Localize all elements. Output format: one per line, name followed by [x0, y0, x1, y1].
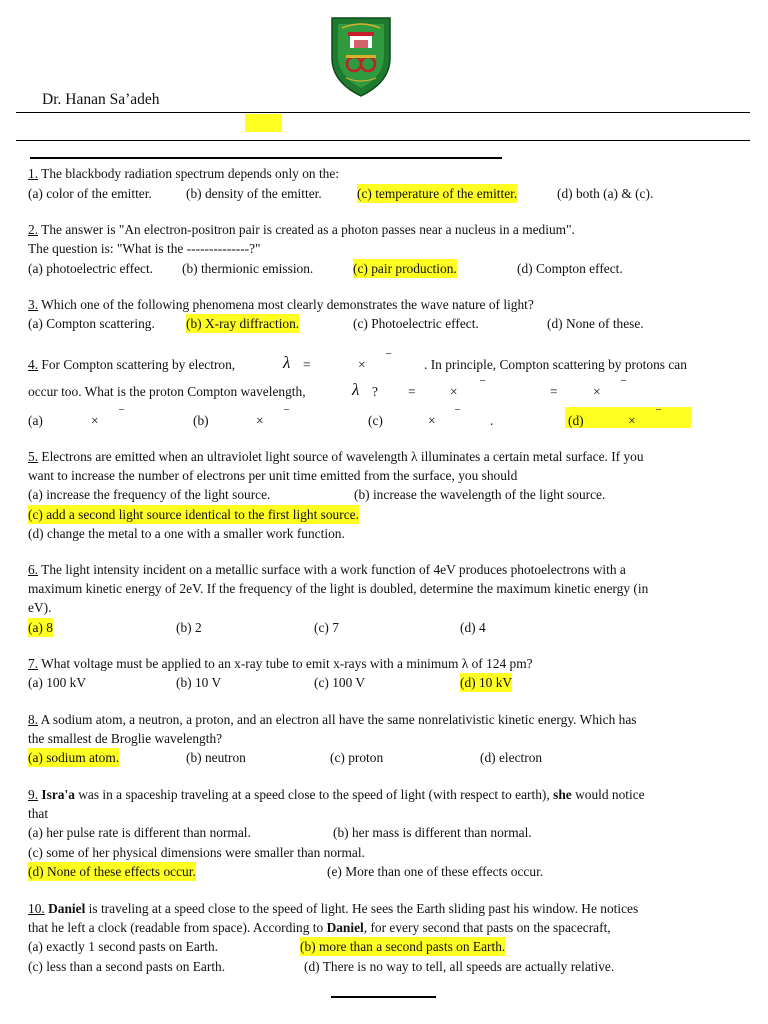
- option: (c) some of her physical dimensions were smaller than normal.: [28, 845, 365, 860]
- option: (d) None of these.: [547, 316, 644, 331]
- option: (a) exactly 1 second pasts on Earth.: [28, 939, 219, 954]
- question-number: 7.: [28, 656, 39, 671]
- option: (b) thermionic emission.: [182, 261, 314, 276]
- question-10-stem: 10. Daniel is traveling at a speed close to the speed of light. He sees the Earth sliding past his window. He notices: [28, 901, 639, 916]
- exponent-sign: ⁻: [283, 404, 291, 419]
- times-sign: ×: [628, 413, 636, 428]
- option-correct-answer: (d) None of these effects occur.: [28, 864, 196, 879]
- exponent-sign: ⁻: [385, 348, 393, 363]
- question-number: 9.: [28, 787, 39, 802]
- question-number: 8.: [28, 712, 39, 727]
- question-number: 2.: [28, 222, 39, 237]
- option: (a): [28, 413, 43, 428]
- option: (b) density of the emitter.: [186, 186, 322, 201]
- equals-sign: =: [550, 384, 558, 399]
- option: (d): [568, 413, 584, 428]
- option: (d) electron: [480, 750, 543, 765]
- footer-rule: [331, 996, 436, 998]
- exponent-sign: ⁻: [118, 404, 126, 419]
- option: (c) 7: [314, 620, 339, 635]
- question-number: 3.: [28, 297, 39, 312]
- question-number: 5.: [28, 449, 39, 464]
- exponent-sign: ⁻: [479, 375, 487, 390]
- option: (c) 100 V: [314, 675, 366, 690]
- times-sign: ×: [91, 413, 99, 428]
- option: (c) proton: [330, 750, 384, 765]
- question-number: 1.: [28, 166, 39, 181]
- option: (b) 10 V: [176, 675, 222, 690]
- exponent-sign: ⁻: [454, 404, 462, 419]
- question-1-stem: 1. The blackbody radiation spectrum depends only on the:: [28, 166, 340, 181]
- option: (c): [368, 413, 383, 428]
- option: (a) Compton scattering.: [28, 316, 155, 331]
- option: (b) neutron: [186, 750, 246, 765]
- question-6-stem-line: maximum kinetic energy of 2eV. If the frequency of the light is doubled, determine the maximum kinetic energy (in: [28, 581, 649, 596]
- option: (b) 2: [176, 620, 202, 635]
- option: (c) less than a second pasts on Earth.: [28, 959, 226, 974]
- option: (a) color of the emitter.: [28, 186, 152, 201]
- times-sign: ×: [450, 384, 458, 399]
- option-correct-answer: (c) add a second light source identical to the first light source.: [28, 507, 359, 522]
- question-8-stem-line: the smallest de Broglie wavelength?: [28, 731, 223, 746]
- question-7-stem: 7. What voltage must be applied to an x-ray tube to emit x-rays with a minimum λ of 124 pm?: [28, 656, 533, 671]
- question-9-stem-line: that: [28, 806, 49, 821]
- header-rule-top: [16, 112, 750, 113]
- exponent-sign: ⁻: [620, 375, 628, 390]
- header-rule-bottom: [16, 140, 750, 141]
- question-6-stem-line: eV).: [28, 600, 52, 615]
- question-10-stem-line: that he left a clock (readable from space). According to Daniel, for every second that pasts on the spacecraft,: [28, 920, 611, 935]
- option: (d) both (a) & (c).: [557, 186, 654, 201]
- times-sign: ×: [358, 357, 366, 372]
- question-3-stem: 3. Which one of the following phenomena most clearly demonstrates the wave nature of light?: [28, 297, 534, 312]
- question-8-stem: 8. A sodium atom, a neutron, a proton, and an electron all have the same nonrelativistic kinetic energy. Which has: [28, 712, 637, 727]
- header-highlight-mark: [245, 114, 282, 132]
- option: (d) change the metal to a one with a smaller work function.: [28, 526, 345, 541]
- option-correct-answer: (c) temperature of the emitter.: [357, 186, 518, 201]
- lambda-symbol: λ: [283, 353, 291, 372]
- period: .: [490, 413, 494, 428]
- question-number: 6.: [28, 562, 39, 577]
- option-correct-answer: (c) pair production.: [353, 261, 457, 276]
- equals-sign: =: [408, 384, 416, 399]
- option: (b) increase the wavelength of the light source.: [354, 487, 606, 502]
- option: (a) her pulse rate is different than normal.: [28, 825, 251, 840]
- times-sign: ×: [256, 413, 264, 428]
- question-4-stem-continued: . In principle, Compton scattering by protons can: [424, 357, 687, 372]
- university-crest-logo: [328, 12, 394, 98]
- option: (c) Photoelectric effect.: [353, 316, 479, 331]
- question-4-stem-line2: occur too. What is the proton Compton wavelength,: [28, 384, 306, 399]
- equals-sign: =: [303, 357, 311, 372]
- section-rule: [30, 157, 502, 159]
- option: (d) There is no way to tell, all speeds are actually relative.: [304, 959, 615, 974]
- question-4-stem: 4. For Compton scattering by electron,: [28, 357, 236, 372]
- question-number: 4.: [28, 357, 39, 372]
- option: (b) her mass is different than normal.: [333, 825, 532, 840]
- option: (a) photoelectric effect.: [28, 261, 154, 276]
- option-correct-answer: (d) 10 kV: [460, 675, 513, 690]
- question-mark: ?: [372, 384, 378, 399]
- question-6-stem: 6. The light intensity incident on a metallic surface with a work function of 4eV produces photoelectrons with a: [28, 562, 626, 577]
- times-sign: ×: [593, 384, 601, 399]
- option: (a) 100 kV: [28, 675, 87, 690]
- option: (d) 4: [460, 620, 486, 635]
- question-5-stem: 5. Electrons are emitted when an ultraviolet light source of wavelength λ illuminates a certain metal surface. If you: [28, 449, 644, 464]
- option-correct-answer: (a) sodium atom.: [28, 750, 120, 765]
- option-correct-answer: (b) more than a second pasts on Earth.: [300, 939, 506, 954]
- option: (e) More than one of these effects occur.: [327, 864, 544, 879]
- student-name: Daniel: [48, 901, 86, 916]
- question-5-stem-line: want to increase the number of electrons per unit time emitted from the surface, you should: [28, 468, 518, 483]
- exponent-sign: ⁻: [655, 404, 663, 419]
- option-correct-answer: (b) X-ray diffraction.: [186, 316, 300, 331]
- question-number: 10.: [28, 901, 45, 916]
- question-2-stem: 2. The answer is "An electron-positron pair is created as a photon passes near a nucleus in a medium".: [28, 222, 575, 237]
- question-9-stem: 9. Isra'a was in a spaceship traveling at a speed close to the speed of light (with respect to earth), she would notice: [28, 787, 645, 802]
- option: (b): [193, 413, 209, 428]
- lambda-symbol: λ: [352, 380, 360, 399]
- student-name: Isra'a: [41, 787, 75, 802]
- option: (d) Compton effect.: [517, 261, 623, 276]
- times-sign: ×: [428, 413, 436, 428]
- option-correct-answer: (a) 8: [28, 620, 53, 635]
- question-2-stem-line: The question is: "What is the --------------?": [28, 241, 261, 256]
- author-name: Dr. Hanan Sa’adeh: [42, 91, 160, 108]
- option: (a) increase the frequency of the light source.: [28, 487, 271, 502]
